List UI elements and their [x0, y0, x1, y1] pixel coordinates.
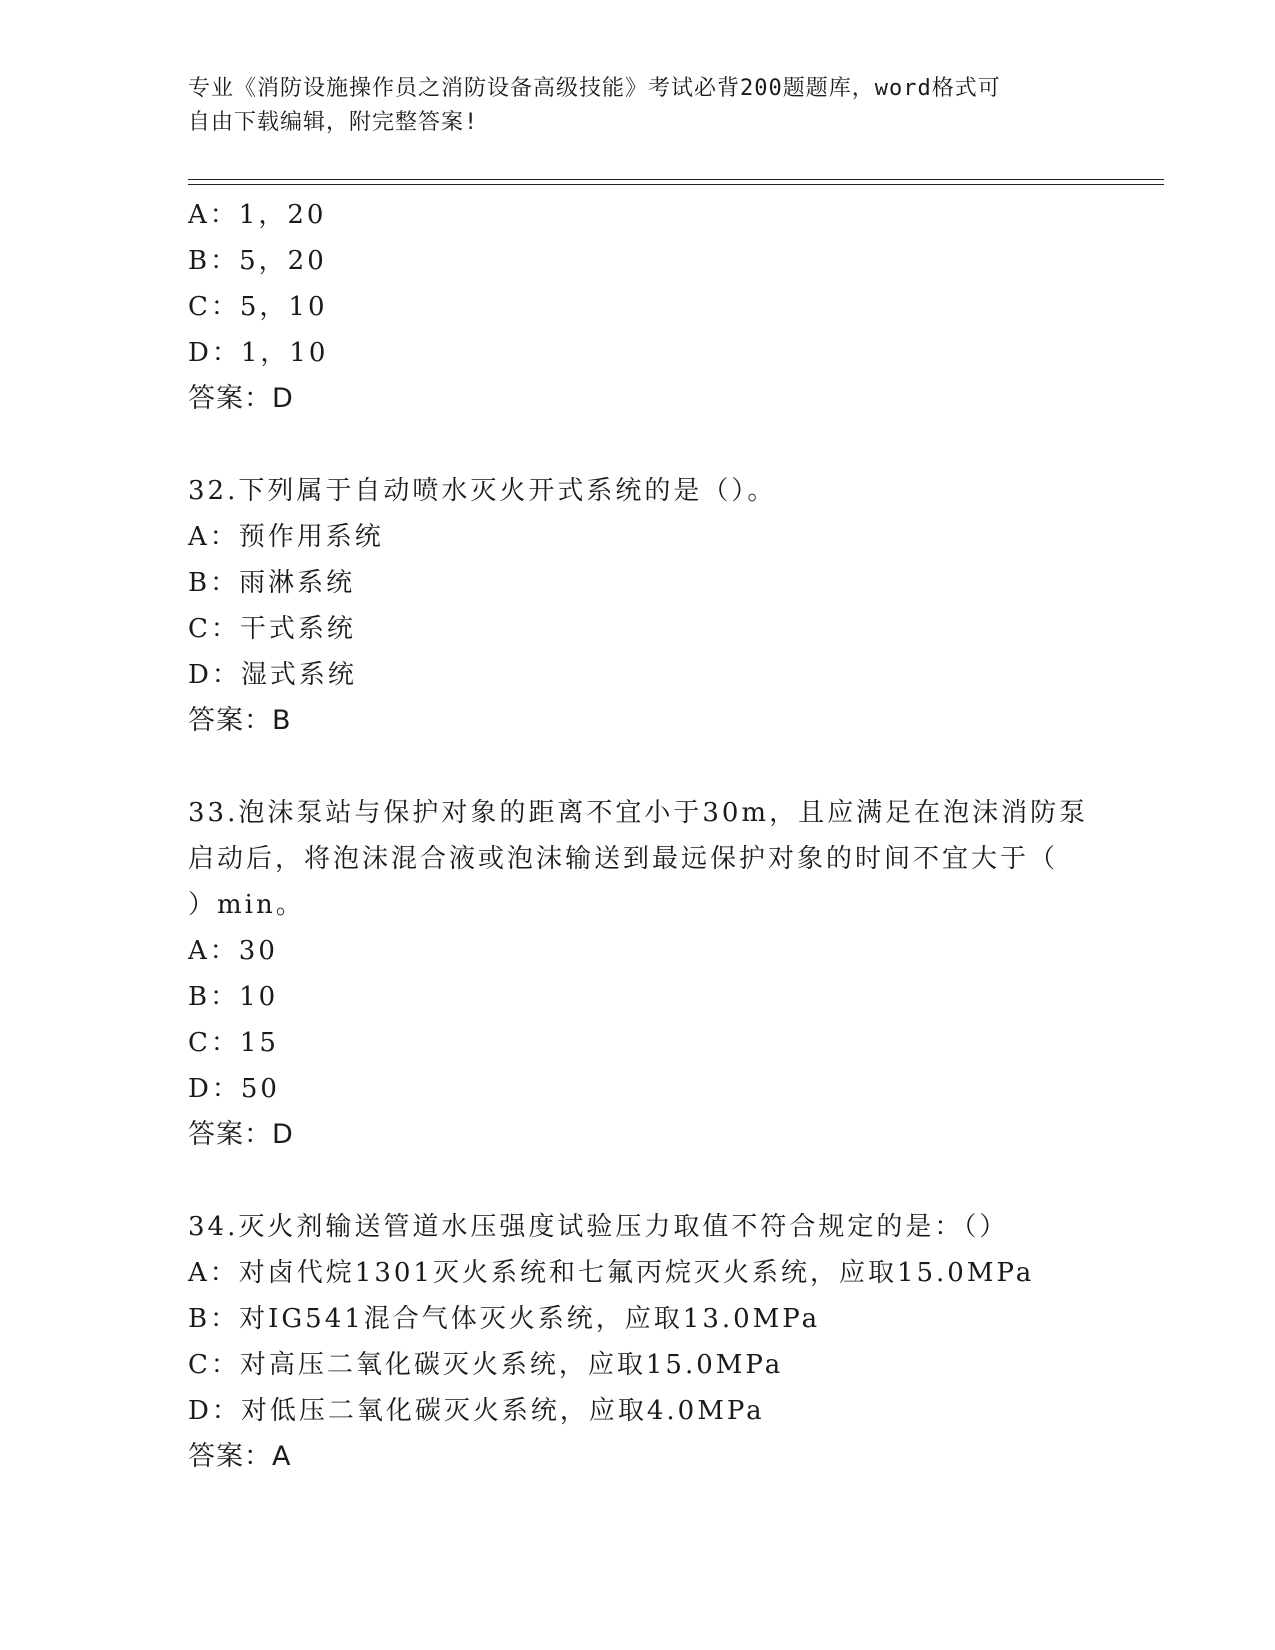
option-d: D：1，10 [188, 338, 329, 368]
answer-line: 答案：D [188, 1119, 294, 1150]
answer-line: 答案：B [188, 705, 292, 736]
option-d: D：对低压二氧化碳灭火系统，应取4.0MPa [188, 1396, 765, 1426]
option-b: B：10 [188, 982, 279, 1012]
header-divider-bottom [188, 184, 1164, 185]
option-c: C：15 [188, 1028, 279, 1058]
header-divider-top [188, 179, 1164, 180]
option-c: C：对高压二氧化碳灭火系统，应取15.0MPa [188, 1350, 784, 1380]
spacer [188, 744, 1148, 790]
question-content [188, 192, 1148, 1480]
question-33-block [188, 790, 1148, 1158]
option-b: B：雨淋系统 [188, 568, 356, 598]
option-b: B：对IG541混合气体灭火系统，应取13.0MPa [188, 1304, 821, 1334]
question-34-block [188, 1204, 1148, 1480]
question-stem: 32.下列属于自动喷水灭火开式系统的是（）。 [188, 476, 777, 506]
option-c: C：5，10 [188, 292, 328, 322]
option-a: A：对卤代烷1301灭火系统和七氟丙烷灭火系统，应取15.0MPa [188, 1258, 1035, 1288]
header-title-line-2: 自由下载编辑，附完整答案! [188, 110, 479, 135]
option-c: C：干式系统 [188, 614, 356, 644]
question-stem: 34.灭火剂输送管道水压强度试验压力取值不符合规定的是：（） [188, 1212, 1009, 1242]
document-header [188, 72, 1088, 140]
option-b: B：5，20 [188, 246, 327, 276]
option-a: A：30 [188, 936, 278, 966]
header-title-line-1: 专业《消防设施操作员之消防设备高级技能》考试必背200题题库，word格式可 [188, 76, 1001, 101]
option-d: D：50 [188, 1074, 280, 1104]
option-d: D：湿式系统 [188, 660, 357, 690]
question-32-block [188, 468, 1148, 744]
spacer [188, 1158, 1148, 1204]
option-a: A：1，20 [188, 200, 327, 230]
answer-line: 答案：D [188, 383, 294, 414]
answer-line: 答案：A [188, 1441, 292, 1472]
option-a: A：预作用系统 [188, 522, 384, 552]
question-stem-line-3: ）min。 [188, 890, 305, 920]
spacer [188, 422, 1148, 468]
question-stem-line-2: 启动后，将泡沫混合液或泡沫输送到最远保护对象的时间不宜大于（ [188, 844, 1059, 874]
question-stem-line-1: 33.泡沫泵站与保护对象的距离不宜小于30m，且应满足在泡沫消防泵 [188, 798, 1089, 828]
question-31-block [188, 192, 1148, 422]
